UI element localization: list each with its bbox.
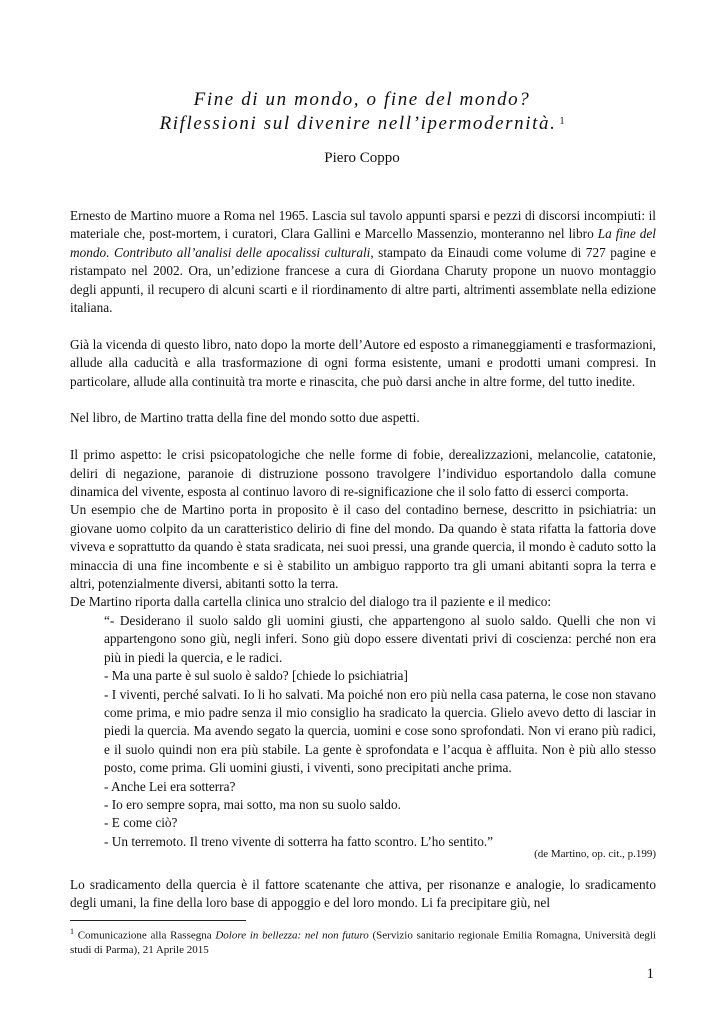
footnote (70, 925, 656, 957)
title-footnote-mark: 1 (559, 116, 565, 127)
paragraph-5: Un esempio che de Martino porta in proposito è il caso del contadino bernese, descritto in psichiatria: un giovane uomo colpito da un caratteristico delirio di fine del mondo. Da quando è stata rifatta la fattoria dove viveva e soprattutto da quando è stata sradicata, nei suoi pressi, una grande quercia, il mondo è caduto sotto la minaccia di una fine incombente e si è stabilito un ambiguo rapporto tra gli umani abitanti sopra la terra e altri, potenzialmente diversi, abitanti sotto la terra. (70, 502, 656, 592)
paragraph-1 (70, 207, 656, 317)
paragraph-6: De Martino riporta dalla cartella clinica uno stralcio del dialogo tra il paziente e il medico: (70, 594, 552, 610)
quote-citation: (de Martino, op. cit., p.199) (534, 848, 656, 860)
footnote-text-end: (Servizio sanitario regionale Emilia Romagna, Università degli studi di Parma), 21 Aprile 2015 (70, 929, 656, 956)
quote-line-5: - Io ero sempre sopra, mai sotto, ma non su suolo saldo. (104, 797, 401, 813)
clinical-dialogue-quote (104, 612, 656, 851)
footnote-event-title: Dolore in bellezza: nel non futuro (215, 929, 369, 942)
title-line-1: Fine di un mondo, o fine del mondo? (193, 89, 531, 110)
paragraph-2: Già la vicenda di questo libro, nato dopo la morte dell’Autore ed esposto a rimaneggiamenti e trasformazioni, allude alla caducità e alla trasformazione di ogni forma esistente, umani e prodotti umani compresi. In particolare, allude alla continuità tra morte e rinascita, che può darsi anche in altre forme, del tutto inedite. (70, 336, 656, 389)
footnote-mark: 1 (70, 927, 74, 936)
author-name: Piero Coppo (324, 150, 400, 166)
paragraph-3: Nel libro, de Martino tratta della fine del mondo sotto due aspetti. (70, 410, 420, 426)
title-line-2-text: Riflessioni sul divenire nell’ipermodernità. (159, 113, 557, 134)
book-title: La fine del mondo. Contributo all’analisi delle apocalissi culturali (70, 226, 656, 260)
quote-line-7: - Un terremoto. Il treno vivente di sotterra ha fatto scontro. L’ho sentito.” (104, 833, 494, 849)
footnote-text-start: Comunicazione alla Rassegna (74, 929, 216, 942)
quote-line-2: - Ma una parte è sul suolo è saldo? [chiede lo psichiatria] (104, 668, 408, 684)
paragraph-7: Lo sradicamento della quercia è il fattore scatenante che attiva, per risonanze e analogie, lo sradicamento degli umani, la fine della loro base di appoggio e del loro mondo. Li fa precipitare giù, nel (70, 877, 656, 911)
quote-line-4: - Anche Lei era sotterra? (104, 778, 236, 794)
paragraph-1-end: , stampato da Einaudi come volume di 727 pagine e ristampato nel 2002. Ora, un’edizione francese a cura di Giordana Charuty propone un nuovo montaggio degli appunti, il recupero di alcuni scarti e il riordinamento di altre parti, altrimenti assemblate nella edizione italiana. (70, 244, 656, 316)
closing-section (70, 876, 656, 913)
page-number: 1 (646, 966, 654, 982)
quote-line-1: “- Desiderano il suolo saldo gli uomini giusti, che appartengono al suolo saldo. Quelli che non vi appartengono sono giù, negli inferi. Sono giù dopo essere diventati privi di coscienza: perché non era più in piedi la quercia, e le radici. (104, 613, 656, 665)
intro-section (70, 207, 656, 612)
footnote-separator (70, 920, 246, 921)
paragraph-1-start: Ernesto de Martino muore a Roma nel 1965. Lascia sul tavolo appunti sparsi e pezzi di discorsi incompiuti: il materiale che, post-mortem, i curatori, Clara Gallini e Marcello Massenzio, monteranno nel libro (70, 208, 656, 242)
paragraph-4: Il primo aspetto: le crisi psicopatologiche che nelle forme di fobie, derealizzazioni, melancolie, catatonie, deliri di negazione, paranoie di distruzione possono travolgere l’individuo esportandolo dalla comune dinamica del vivente, esposta al continuo lavoro di re-significazione che il solo fatto di esserci comporta. (70, 447, 656, 500)
title-line-2 (0, 112, 724, 136)
quote-line-3: - I viventi, perché salvati. Io li ho salvati. Ma poiché non ero più nella casa paterna, le cose non stavano come prima, e mio padre senza il mio consiglio ha sradicato la quercia. Glielo avevo detto di lasciar in piedi la quercia. Ma avendo segato la quercia, uomini e cose sono sprofondati. Non vi erano più radici, e il suolo quindi non era più stabile. La gente è sprofondata e l’acqua è affluita. Non è più allo stesso posto, come prima. Gli uomini giusti, i viventi, sono precipitati anche prima. (104, 686, 656, 776)
quote-line-6: - E come ciò? (104, 815, 178, 831)
